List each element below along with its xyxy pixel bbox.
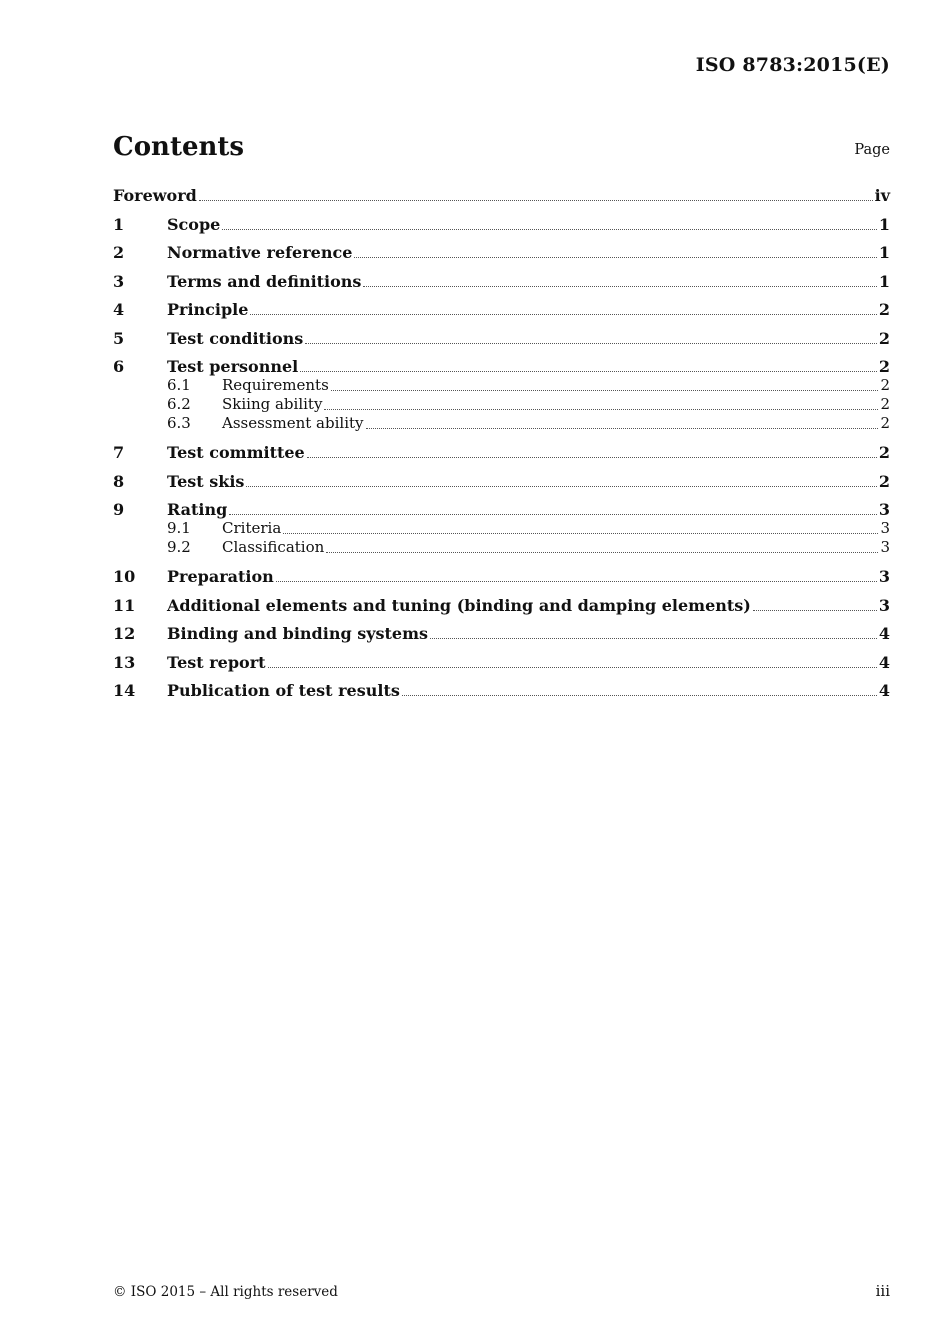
toc-page: 2 bbox=[878, 471, 890, 491]
dot-leader bbox=[305, 343, 877, 344]
toc-number: 9.1 bbox=[167, 519, 191, 537]
toc-number: 14 bbox=[113, 681, 136, 700]
toc-title: Additional elements and tuning (binding and damping elements) bbox=[167, 595, 751, 615]
toc-title: Binding and binding systems bbox=[167, 624, 429, 643]
toc-number: 9.2 bbox=[167, 538, 191, 556]
toc-page: 2 bbox=[878, 300, 890, 319]
toc-page: 1 bbox=[878, 214, 890, 234]
document-id: ISO 8783:2015(E) bbox=[695, 54, 890, 76]
toc-number: 10 bbox=[113, 567, 136, 586]
toc-number: 8 bbox=[113, 471, 125, 491]
toc-number: 13 bbox=[113, 652, 136, 672]
toc-title: Normative reference bbox=[167, 243, 353, 262]
toc-page: iv bbox=[874, 186, 890, 205]
dot-leader bbox=[300, 371, 877, 372]
toc-entry[interactable] bbox=[113, 596, 890, 615]
toc-title: Test committee bbox=[167, 443, 305, 462]
toc-title: Test personnel bbox=[167, 357, 299, 376]
dot-leader bbox=[268, 667, 877, 668]
toc-title: Foreword bbox=[113, 186, 197, 205]
toc-entry[interactable] bbox=[113, 186, 890, 205]
dot-leader bbox=[222, 229, 877, 230]
toc-entry[interactable] bbox=[113, 300, 890, 319]
toc-title: Skiing ability bbox=[222, 395, 323, 413]
toc-title: Test skis bbox=[167, 471, 245, 491]
toc-title: Test conditions bbox=[167, 328, 304, 348]
dot-leader bbox=[276, 581, 877, 582]
dot-leader bbox=[250, 314, 876, 315]
toc-entry[interactable] bbox=[113, 500, 890, 519]
toc-entry[interactable] bbox=[113, 243, 890, 262]
toc-subentry[interactable] bbox=[113, 538, 890, 557]
toc-entry[interactable] bbox=[113, 624, 890, 643]
toc-page: 1 bbox=[878, 271, 890, 291]
contents-heading: Contents bbox=[113, 132, 245, 162]
dot-leader bbox=[430, 638, 877, 639]
toc-subentry[interactable] bbox=[113, 395, 890, 414]
toc-entry[interactable] bbox=[113, 653, 890, 672]
toc-number: 6.3 bbox=[167, 414, 191, 432]
toc-page: 1 bbox=[878, 243, 890, 262]
dot-leader bbox=[366, 428, 879, 429]
toc-number: 11 bbox=[113, 595, 136, 615]
toc-page: 3 bbox=[880, 519, 890, 537]
toc-title: Assessment ability bbox=[222, 414, 364, 432]
dot-leader bbox=[331, 390, 879, 391]
toc-page: 3 bbox=[878, 595, 890, 615]
toc-title: Publication of test results bbox=[167, 681, 400, 700]
toc-title: Test report bbox=[167, 652, 266, 672]
copyright-notice: © ISO 2015 – All rights reserved bbox=[113, 1284, 338, 1300]
toc-title: Criteria bbox=[222, 519, 282, 537]
dot-leader bbox=[283, 533, 878, 534]
toc-title: Requirements bbox=[222, 376, 329, 394]
toc-number: 6.1 bbox=[167, 376, 191, 394]
dot-leader bbox=[354, 257, 876, 258]
toc-subentry[interactable] bbox=[113, 376, 890, 395]
page-column-label: Page bbox=[854, 142, 890, 158]
toc-entry[interactable] bbox=[113, 329, 890, 348]
toc-title: Terms and definitions bbox=[167, 271, 362, 291]
toc-entry[interactable] bbox=[113, 357, 890, 376]
toc-number: 1 bbox=[113, 214, 125, 234]
page-number: iii bbox=[875, 1282, 890, 1300]
toc-title: Principle bbox=[167, 300, 249, 319]
toc-entry[interactable] bbox=[113, 272, 890, 291]
dot-leader bbox=[402, 695, 877, 696]
toc-page: 3 bbox=[880, 538, 890, 556]
toc-number: 9 bbox=[113, 500, 125, 519]
toc-number: 4 bbox=[113, 300, 125, 319]
toc-entry[interactable] bbox=[113, 215, 890, 234]
toc-number: 3 bbox=[113, 271, 125, 291]
toc-entry[interactable] bbox=[113, 681, 890, 700]
toc-number: 12 bbox=[113, 624, 136, 643]
dot-leader bbox=[326, 552, 878, 553]
toc-page: 2 bbox=[878, 357, 890, 376]
toc-entry[interactable] bbox=[113, 472, 890, 491]
table-of-contents bbox=[113, 186, 890, 700]
toc-page: 3 bbox=[878, 567, 890, 586]
toc-page: 3 bbox=[878, 500, 890, 519]
toc-page: 4 bbox=[878, 681, 890, 700]
dot-leader bbox=[363, 286, 876, 287]
dot-leader bbox=[199, 200, 873, 201]
toc-number: 2 bbox=[113, 243, 125, 262]
toc-page: 2 bbox=[878, 328, 890, 348]
toc-page: 2 bbox=[880, 395, 890, 413]
toc-subentry[interactable] bbox=[113, 414, 890, 433]
dot-leader bbox=[307, 457, 877, 458]
toc-entry[interactable] bbox=[113, 443, 890, 462]
toc-title: Preparation bbox=[167, 567, 274, 586]
dot-leader bbox=[246, 486, 876, 487]
toc-number: 6.2 bbox=[167, 395, 191, 413]
dot-leader bbox=[229, 514, 877, 515]
toc-title: Rating bbox=[167, 500, 228, 519]
toc-page: 2 bbox=[880, 376, 890, 394]
toc-number: 6 bbox=[113, 357, 125, 376]
dot-leader bbox=[753, 610, 877, 611]
toc-number: 7 bbox=[113, 443, 125, 462]
toc-page: 2 bbox=[878, 443, 890, 462]
toc-page: 4 bbox=[878, 652, 890, 672]
toc-title: Scope bbox=[167, 214, 221, 234]
dot-leader bbox=[324, 409, 878, 410]
toc-entry[interactable] bbox=[113, 567, 890, 586]
toc-number: 5 bbox=[113, 328, 125, 348]
toc-page: 2 bbox=[880, 414, 890, 432]
toc-title: Classification bbox=[222, 538, 325, 556]
toc-page: 4 bbox=[878, 624, 890, 643]
toc-subentry[interactable] bbox=[113, 519, 890, 538]
